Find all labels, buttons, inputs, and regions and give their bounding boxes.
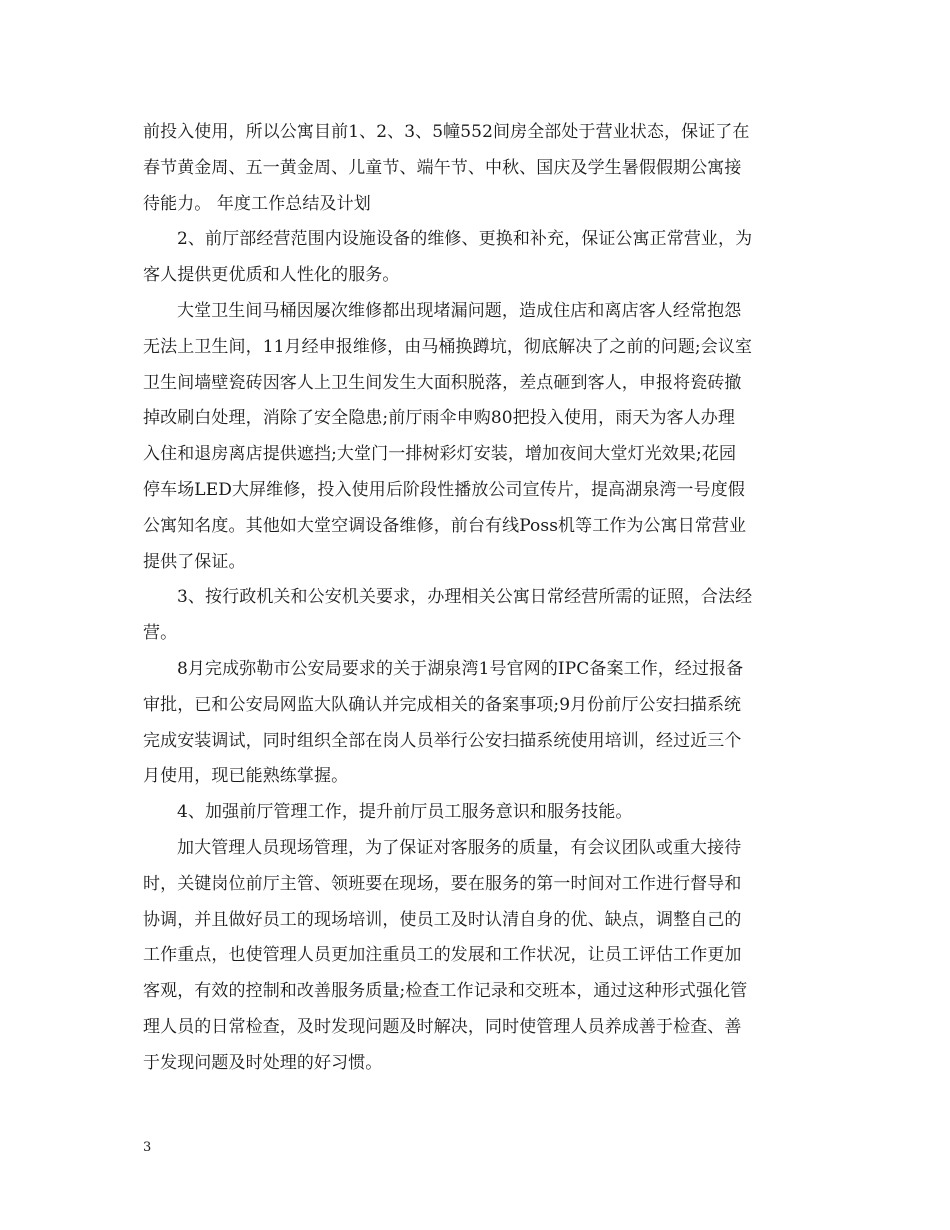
text-line: 卫生间墙壁瓷砖因客人上卫生间发生大面积脱落，差点砸到客人，申报将瓷砖撤	[143, 372, 742, 393]
text-line: 审批，已和公安局网监大队确认并完成相关的备案事项;9月份前厅公安扫描系统	[143, 694, 742, 715]
text-line: 时，关键岗位前厅主管、领班要在现场，要在服务的第一时间对工作进行督导和	[143, 873, 742, 894]
text-line: 协调，并且做好员工的现场培训，使员工及时认清自身的优、缺点，调整自己的	[143, 909, 742, 930]
text-line: 前投入使用，所以公寓目前1、2、3、5幢552间房全部处于营业状态，保证了在	[143, 122, 750, 142]
paragraph-start-line: 2、前厅部经营范围内设施设备的维修、更换和补充，保证公寓正常营业，为	[177, 229, 753, 250]
page-number: 3	[143, 1140, 152, 1155]
text-line: 待能力。 年度工作总结及计划	[143, 193, 371, 214]
paragraph-start-line: 4、加强前厅管理工作，提升前厅员工服务意识和服务技能。	[177, 802, 633, 823]
text-line: 理人员的日常检查，及时发现问题及时解决，同时使管理人员养成善于检查、善	[143, 1016, 742, 1037]
text-line: 春节黄金周、五一黄金周、儿童节、端午节、中秋、国庆及学生暑假假期公寓接	[143, 157, 742, 178]
text-line: 提供了保证。	[143, 551, 246, 572]
paragraph-start-line: 大堂卫生间马桶因屡次维修都出现堵漏问题，造成住店和离店客人经常抱怨	[177, 300, 742, 321]
text-line: 客人提供更优质和人性化的服务。	[143, 265, 400, 286]
text-line: 月使用，现已能熟练掌握。	[143, 766, 349, 787]
text-line: 于发现问题及时处理的好习惯。	[143, 1052, 383, 1073]
paragraph-start-line: 加大管理人员现场管理，为了保证对客服务的质量，有会议团队或重大接待	[177, 837, 742, 858]
text-line: 客观，有效的控制和改善服务质量;检查工作记录和交班本，通过这种形式强化管	[143, 981, 748, 1002]
text-line: 无法上卫生间，11月经申报维修，由马桶换蹲坑，彻底解决了之前的问题;会议室	[143, 336, 753, 357]
text-line: 停车场LED大屏维修，投入使用后阶段性播放公司宣传片，提高湖泉湾一号度假	[143, 479, 745, 500]
document-body	[143, 115, 808, 1082]
text-line: 完成安装调试，同时组织全部在岗人员举行公安扫描系统使用培训，经过近三个	[143, 730, 742, 751]
text-line: 入住和退房离店提供遮挡;大堂门一排树彩灯安装，增加夜间大堂灯光效果;花园	[143, 444, 737, 465]
text-line: 工作重点，也使管理人员更加注重员工的发展和工作状况，让员工评估工作更加	[143, 945, 742, 966]
paragraph-start-line: 3、按行政机关和公安机关要求，办理相关公寓日常经营所需的证照，合法经	[177, 587, 753, 608]
text-line: 公寓知名度。其他如大堂空调设备维修，前台有线Poss机等工作为公寓日常营业	[143, 515, 747, 536]
paragraph-start-line: 8月完成弥勒市公安局要求的关于湖泉湾1号官网的IPC备案工作，经过报备	[177, 658, 744, 679]
text-line: 营。	[143, 623, 178, 644]
text-line: 掉改刷白处理，消除了安全隐患;前厅雨伞申购80把投入使用，雨天为客人办理	[143, 408, 735, 429]
